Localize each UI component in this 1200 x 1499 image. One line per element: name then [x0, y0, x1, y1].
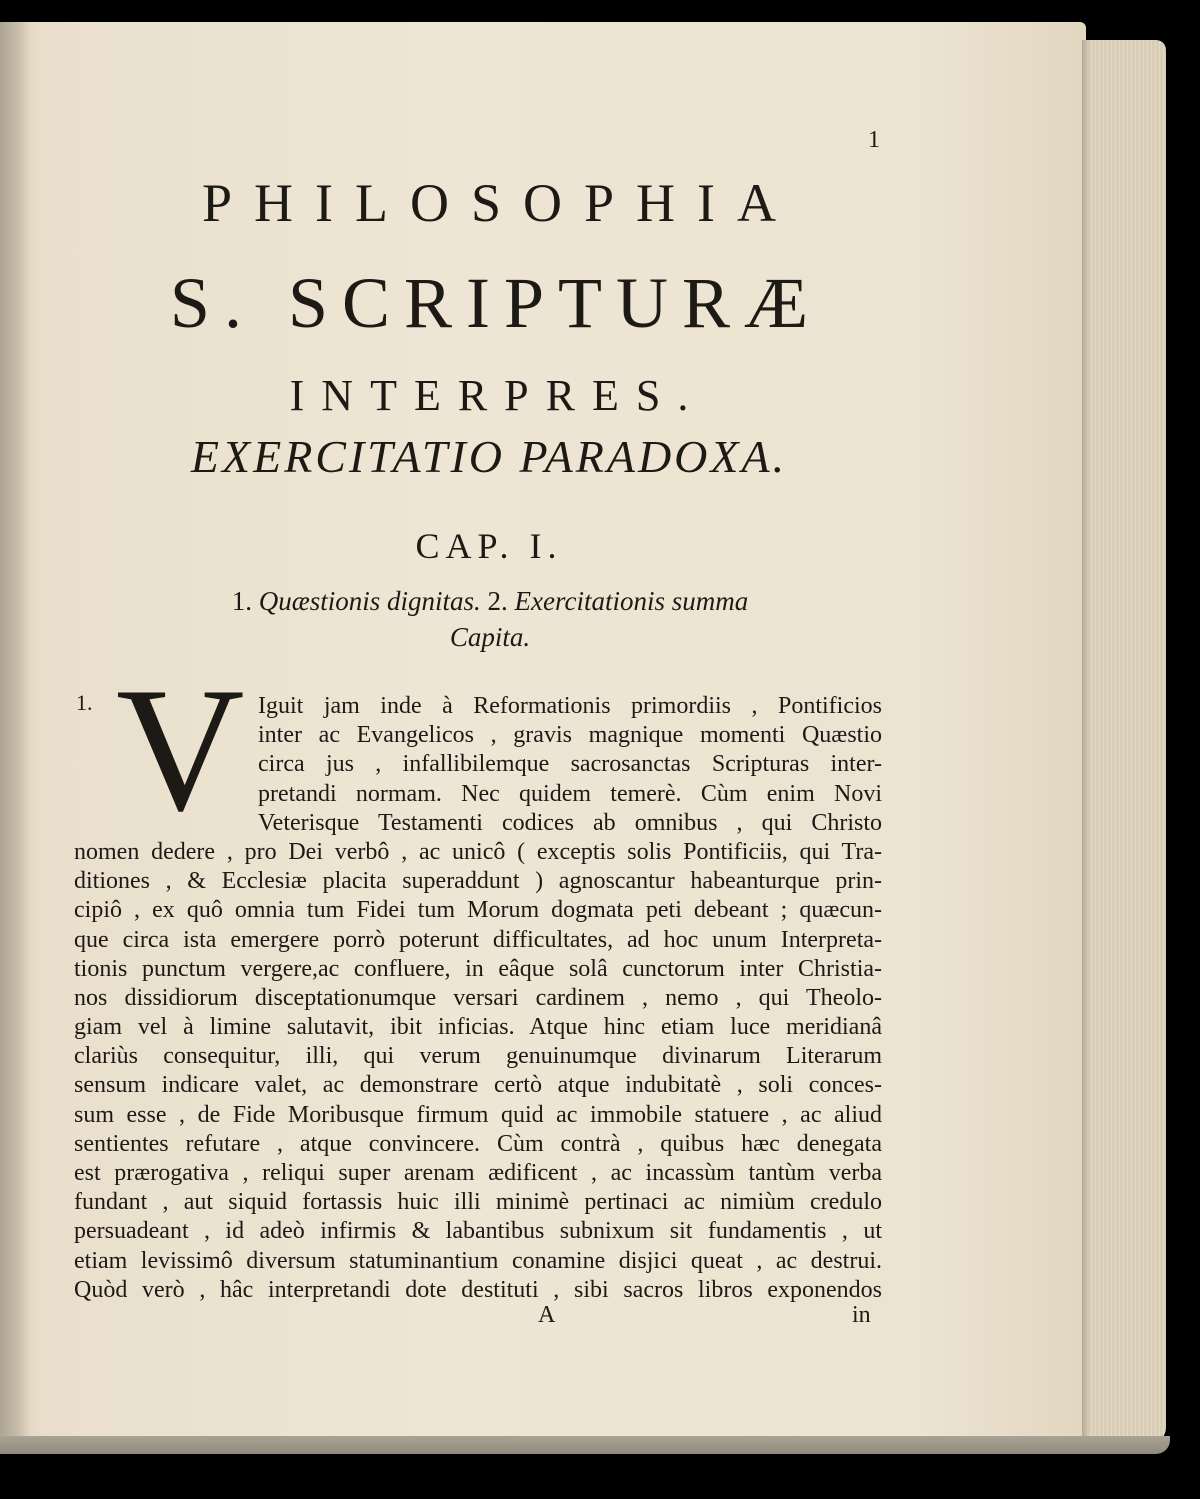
title-line-2: S. SCRIPTURÆ [169, 263, 823, 343]
section-number: 1. [76, 690, 93, 715]
text-line: cipiô , ex quô omnia tum Fidei tum Morum dogmata peti debeant ; quæcun- [74, 897, 882, 924]
text-line: que circa ista emergere porrò poterunt difficultates, ad hoc unum Interpreta- [74, 926, 882, 953]
text-line: Iguit jam inde à Reformationis primordiis , Pontificios [258, 693, 882, 719]
page-edges [1086, 40, 1166, 1442]
text-line: est prærogativa , reliqui super arenam ædificent , ac incassùm tantùm verba [74, 1160, 882, 1186]
signature-mark: A [538, 1302, 556, 1328]
text-line: pretandi normam. Nec quidem temerè. Cùm enim Novi [258, 780, 882, 807]
summary-item-2-number: 2. [487, 586, 508, 616]
title-line-3: INTERPRES. [289, 371, 706, 420]
text-line: inter ac Evangelicos , gravis magnique momenti Quæstio [258, 722, 882, 749]
text-line: circa jus , infallibilemque sacrosanctas Scripturas inter- [258, 751, 882, 778]
text-line: giam vel à limine salutavit, ibit inficias. Atque hinc etiam luce meridianâ [74, 1014, 882, 1041]
text-line: sentientes refutare , atque convincere. Cùm contrà , quibus hæc denegata [74, 1130, 882, 1157]
title-line-1: PHILOSOPHIA [201, 173, 799, 233]
text-line: Veterisque Testamenti codices ab omnibus , qui Christo [258, 809, 882, 836]
chapter-summary [130, 583, 850, 655]
summary-item-1-text: Quæstionis dignitas. [258, 586, 481, 616]
summary-item-1-number: 1. [231, 586, 252, 616]
text-line: sensum indicare valet, ac demonstrare certò atque indubitatè , soli conces- [74, 1072, 882, 1099]
text-line: sum esse , de Fide Moribusque firmum quid ac immobile statuere , ac aliud [74, 1101, 882, 1128]
page-number: 1 [868, 127, 880, 153]
page-footer [0, 1302, 1086, 1332]
drop-cap: V [116, 650, 245, 848]
summary-item-2-text: Exercitationis summa [514, 586, 749, 616]
text-line: clariùs consequitur, illi, qui verum genuinumque divinarum Literarum [74, 1043, 882, 1070]
text-line: Quòd verò , hâc interpretandi dote destituti , sibi sacros libros exponendos [74, 1276, 882, 1303]
text-line: ditiones , & Ecclesiæ placita superaddunt ) agnoscantur habeanturque prin- [74, 868, 882, 895]
text-line: nos dissidiorum disceptationumque versari cardinem , nemo , qui Theolo- [74, 984, 882, 1011]
summary-item-2-continuation: Capita. [449, 622, 531, 652]
catchword: in [852, 1302, 871, 1328]
body-text [74, 692, 882, 1305]
text-line: nomen dedere , pro Dei verbô , ac unicô ( exceptis solis Pontificiis, qui Tra- [74, 838, 882, 865]
text-line: persuadeant , id adeò infirmis & labantibus subnixum sit fundamentis , ut [74, 1218, 882, 1245]
title-line-4: EXERCITATIO PARADOXA. [190, 431, 788, 482]
text-line: fundant , aut siquid fortassis huic illi minimè pertinaci ac nimiùm credulo [74, 1189, 882, 1216]
chapter-heading: CAP. I. [415, 526, 563, 566]
text-line: tionis punctum vergere,ac confluere, in eâque solâ cunctorum inter Christia- [74, 955, 882, 982]
text-line: etiam levissimô diversum statuminantium conamine disjici queat , ac destrui. [74, 1247, 882, 1274]
